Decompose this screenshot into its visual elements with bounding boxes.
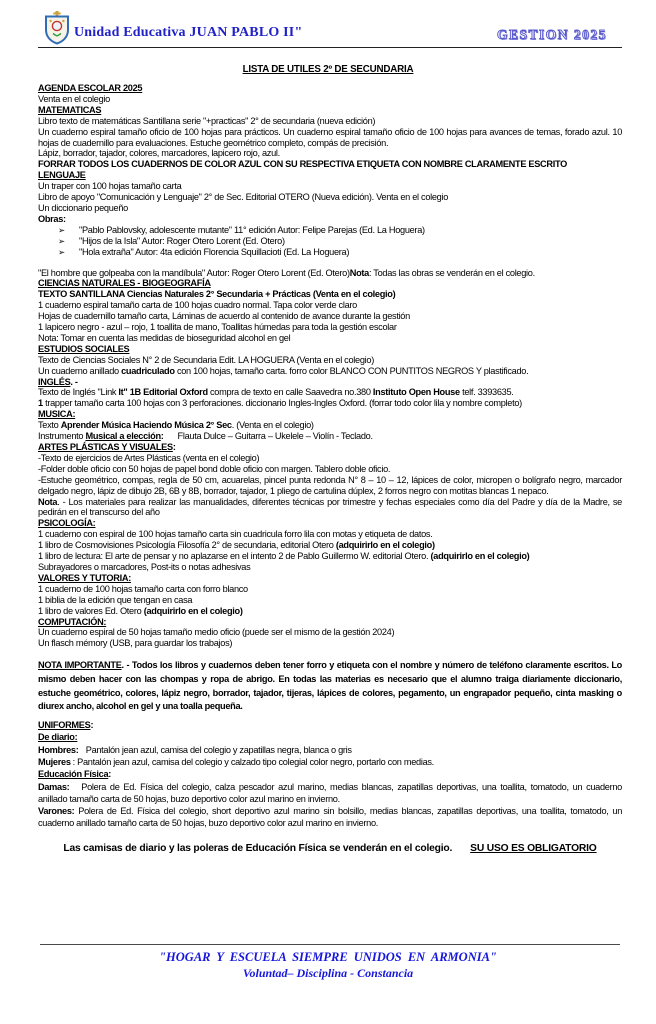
bullet-arrow-icon: ➢ xyxy=(58,224,65,235)
doc-line xyxy=(38,453,622,464)
doc-line xyxy=(38,638,622,649)
doc-line xyxy=(38,203,622,214)
text-segment: Un cuaderno anillado xyxy=(38,365,122,376)
heading-musica xyxy=(38,409,622,420)
doc-line xyxy=(38,192,622,203)
text-segment: "Hola extraña" Autor: 4ta edición Florencia Squillacioti (Ed. La Hoguera) xyxy=(79,246,350,257)
text-segment: UNIFORMES xyxy=(38,720,91,731)
text-segment: . - xyxy=(70,376,78,387)
text-segment: ARTES PLÁSTICAS Y VISUALES xyxy=(38,442,173,452)
text-segment: PSICOLOGÍA: xyxy=(38,518,96,529)
text-segment: telf. 3393635. xyxy=(459,387,514,398)
text-segment: . (Venta en el colegio) xyxy=(231,420,314,431)
text-segment: Nota xyxy=(349,267,369,278)
doc-line xyxy=(38,387,622,398)
text-segment: : xyxy=(160,431,164,442)
text-segment: : xyxy=(90,720,94,731)
text-segment: 1 cuaderno de 100 hojas tamaño carta con forro blanco xyxy=(38,583,248,594)
doc-line xyxy=(38,355,622,366)
text-segment: Obras: xyxy=(38,213,66,224)
heading-de-diario xyxy=(38,731,622,743)
text-segment: Instituto Open House xyxy=(372,387,460,398)
doc-line xyxy=(38,584,622,595)
text-segment: -Texto de ejercicios de Artes Plásticas (venta en el colegio) xyxy=(38,452,260,463)
doc-line xyxy=(38,300,622,311)
doc-line xyxy=(38,606,622,617)
obligatorio-note xyxy=(38,842,622,855)
doc-line xyxy=(38,148,622,159)
text-segment: LENGUAJE xyxy=(38,170,86,181)
text-segment: Damas: xyxy=(38,781,70,792)
text-segment: : xyxy=(108,769,112,780)
text-segment: 1 xyxy=(38,398,43,409)
doc-line xyxy=(38,322,622,333)
doc-line xyxy=(38,464,622,475)
text-segment: Polera de Ed. Física del colegio, calza pescador azul marino, medias blancas, zapatillas deportivas, una toallita, tomatodo, un cuaderno anillado tamaño carta de 50 hojas, buzo deportivo color azul marino en invierno. xyxy=(38,781,622,804)
text-segment: Las camisas de diario y las poleras de Educación Física se venderán en el colegio. xyxy=(63,842,453,854)
doc-line xyxy=(38,420,622,431)
text-segment: compra de texto en calle Saavedra no.380 xyxy=(207,387,373,398)
doc-line xyxy=(38,781,622,806)
text-segment: Lápiz, borrador, tajador, colores, marcadores, lapicero rojo, azul. xyxy=(38,148,280,159)
heading-agenda-escolar xyxy=(38,83,622,94)
footer-divider xyxy=(40,944,620,945)
text-segment: : Todas las obras se venderán en el colegio. xyxy=(368,267,535,278)
text-segment: Venta en el colegio xyxy=(38,93,110,104)
heading-uniformes xyxy=(38,719,622,731)
heading-valores-tutoria xyxy=(38,573,622,584)
text-segment: De diario: xyxy=(38,732,78,743)
bullet-arrow-icon: ➢ xyxy=(58,246,65,257)
doc-line xyxy=(38,805,622,830)
text-segment: "Hijos de la Isla" Autor: Roger Otero Lorent (Ed. Otero) xyxy=(79,235,285,246)
text-segment: FORRAR TODOS LOS CUADERNOS DE COLOR AZUL CON SU RESPECTIVA ETIQUETA CON NOMBRE CLARAMENTE ESCRITO xyxy=(38,159,567,170)
text-segment: Polera de Ed. Física del colegio, short deportivo azul marino sin bolsillo, medias blancas, zapatillas deportivas, una toallita, tomatodo, un cuaderno anillado tamaño carta de 50 hojas, buzo deportivo color azul marino en invierno. xyxy=(38,806,622,829)
doc-line xyxy=(38,562,622,573)
text-segment: -Estuche geométrico, compas, regla de 50 cm, acuarelas, pincel punta redonda N° 8 – 10 – 12, lápices de color, micropen o bolígrafo negro, marcador delgado negro, lápiz de dibujo 2B, 6B y 8B, borrador, tajador, 1 pliego de cartulina dúplex, 2 forros negro con motitas blancas 1 nepaco. xyxy=(38,474,622,496)
doc-line xyxy=(38,398,622,409)
text-segment: Un flasch mémory (USB, para guardar los trabajos) xyxy=(38,638,233,649)
text-segment: 1 libro de lectura: El arte de pensar y no aplazarse en el intento 2 de Pablo Guillermo W. editorial Otero. xyxy=(38,551,431,562)
doc-line xyxy=(38,268,622,279)
doc-line xyxy=(38,497,622,519)
text-segment: Libro texto de matemáticas Santillana serie "+practicas" 2° de secundaria (nueva edición) xyxy=(38,115,376,126)
document-title: LISTA DE UTILES 2º DE SECUNDARIA xyxy=(242,64,414,75)
text-segment: COMPUTACIÓN: xyxy=(38,616,107,627)
text-segment: Hojas de cuadernillo tamaño carta, Láminas de acuerdo al contenido de avance durante la gestión xyxy=(38,311,410,322)
text-segment: Un traper con 100 hojas tamaño carta xyxy=(38,181,182,192)
doc-line xyxy=(38,366,622,377)
doc-line xyxy=(38,475,622,497)
text-segment: Instrumento xyxy=(38,431,86,442)
text-segment: 1 libro de valores Ed. Otero xyxy=(38,605,144,616)
text-segment: NOTA IMPORTANTE xyxy=(38,660,122,671)
heading-educacion-fisica xyxy=(38,768,622,780)
doc-line xyxy=(38,756,622,768)
text-segment: MUSICA: xyxy=(38,409,76,420)
heading-computacion xyxy=(38,617,622,628)
text-segment: Mujeres xyxy=(38,756,71,767)
doc-line xyxy=(38,595,622,606)
doc-line xyxy=(38,159,622,170)
text-segment: Nota xyxy=(38,496,58,507)
heading-ingles xyxy=(38,377,622,388)
doc-line xyxy=(38,333,622,344)
gestion-label: GESTION 2025 xyxy=(497,27,607,42)
text-segment: VALORES Y TUTORIA: xyxy=(38,572,131,583)
text-segment: (adquirirlo en el colegio) xyxy=(430,551,530,562)
text-segment: (adquirirlo en el colegio) xyxy=(143,605,243,616)
text-segment: Un cuaderno espiral de 50 hojas tamaño medio oficio (puede ser el mismo de la gestión 2024) xyxy=(38,627,395,638)
school-crest-icon xyxy=(44,11,70,50)
text-segment: Aprender Música Haciendo Música 2° Sec xyxy=(60,420,232,431)
doc-line xyxy=(38,94,622,105)
text-segment: Un cuaderno espiral tamaño oficio de 100 hojas para prácticos. Un cuaderno espiral tamaño oficio de 100 hojas para avances de temas, forado azul. 10 hojas de cuadernillo para evaluaciones. Estuche geométrico completo, compás de precisión. xyxy=(38,126,622,148)
text-segment: -Folder doble oficio con 50 hojas de papel bond doble oficio con margen. Tablero doble oficio. xyxy=(38,463,391,474)
text-segment: 1 biblia de la edición que tengan en casa xyxy=(38,594,193,605)
doc-line xyxy=(38,116,622,127)
doc-line xyxy=(38,236,622,247)
heading-artes-plasticas xyxy=(38,442,622,453)
text-segment: AGENDA ESCOLAR 2025 xyxy=(38,83,143,93)
text-segment: CIENCIAS NATURALES - BIOGEOGRAFÍA xyxy=(38,278,211,289)
text-segment: MATEMATICAS xyxy=(38,104,102,115)
doc-line xyxy=(38,289,622,300)
text-segment: . - Todos los libros y cuadernos deben tener forro y etiqueta con el nombre y número de teléfono claramente escritos. Lo mismo deben hacer con las chompas y ropa de abrigo. En todas las materias es necesario que el alumno traiga diariamente diccionario, estuche geométrico, colores, lápiz negro, borrador, tajador, tijeras, lápices de colores, pegamento, un engrapador pequeño, cinta masking o diurex ancho, alcohol en gel y una toalla pequeña. xyxy=(38,660,622,712)
text-segment: Texto de Inglés "Link xyxy=(38,387,119,398)
heading-matematicas xyxy=(38,105,622,116)
doc-line xyxy=(38,744,622,756)
school-motto: "HOGAR Y ESCUELA SIEMPRE UNIDOS EN ARMONIA" xyxy=(159,950,497,964)
text-segment: It" 1B Editorial Oxford xyxy=(118,387,208,398)
text-segment: TEXTO SANTILLANA Ciencias Naturales 2° Secundaria + Prácticas (Venta en el colegio) xyxy=(38,289,396,300)
doc-line xyxy=(38,181,622,192)
text-segment: INGLÉS xyxy=(38,376,71,387)
doc-line xyxy=(38,627,622,638)
heading-lenguaje xyxy=(38,170,622,181)
doc-line xyxy=(38,431,622,442)
heading-psicologia xyxy=(38,518,622,529)
text-segment: Educación Física xyxy=(38,769,109,780)
text-segment: 1 cuaderno espiral tamaño carta de 100 hojas cuadro normal. Tapa color verde claro xyxy=(38,300,357,311)
doc-line xyxy=(38,311,622,322)
text-segment: 1 libro de Cosmovisiones Psicología Filosofía 2° de secundaria, editorial Otero xyxy=(38,540,336,551)
text-segment: Flauta Dulce – Guitarra – Ukelele – Violín - Teclado. xyxy=(177,431,373,442)
text-segment: Hombres: xyxy=(38,744,79,755)
text-segment: Subrayadores o marcadores, Post-its o notas adhesivas xyxy=(38,561,251,572)
text-segment: Musical a elección xyxy=(85,431,161,442)
header-divider xyxy=(38,47,622,48)
text-segment: con 100 hojas, tamaño carta. forro color BLANCO CON PUNTITOS NEGROS Y plastificado. xyxy=(174,365,529,376)
text-segment: trapper tamaño carta 100 hojas con 3 perforaciones. diccionario Ingles-Ingles Oxford. (forrar todo color lila y nombre completo) xyxy=(42,398,522,409)
nota-importante xyxy=(38,659,622,714)
text-segment: SU USO ES OBLIGATORIO xyxy=(470,842,597,854)
bullet-arrow-icon: ➢ xyxy=(58,235,65,246)
text-segment: Libro de apoyo "Comunicación y Lenguaje" 2° de Sec. Editorial OTERO (Nueva edición). Venta en el colegio xyxy=(38,192,449,203)
text-segment: (adquirirlo en el colegio) xyxy=(335,540,435,551)
text-segment: Pantalón jean azul, camisa del colegio y zapatillas negra, blanca o gris xyxy=(83,744,352,755)
doc-line xyxy=(38,214,622,225)
text-segment: Un diccionario pequeño xyxy=(38,202,128,213)
school-name: Unidad Educativa JUAN PABLO II" xyxy=(74,25,303,40)
doc-line xyxy=(38,551,622,562)
text-segment: cuadriculado xyxy=(121,365,175,376)
doc-line xyxy=(38,529,622,540)
text-segment: . - Los materiales para realizar las manualidades, diferentes técnicas por trimestre y fechas especiales como día del Padre y día de la Madre, se pedirán en el transcurso del año xyxy=(38,496,622,518)
text-segment: : Pantalón jean azul, camisa del colegio y calzado tipo colegial color negro, portarlo con medias. xyxy=(72,756,434,767)
school-values: Voluntad– Disciplina - Constancia xyxy=(242,966,414,980)
text-segment: 1 cuaderno con espiral de 100 hojas tamaño carta sin cuadricula forro lila con motas y etiqueta de datos. xyxy=(38,529,433,540)
text-segment: Varones: xyxy=(38,806,75,817)
text-segment: ESTUDIOS SOCIALES xyxy=(38,343,130,354)
heading-ciencias-naturales xyxy=(38,278,622,289)
text-segment: Texto xyxy=(38,420,61,431)
doc-line xyxy=(38,127,622,149)
doc-line xyxy=(38,247,622,258)
heading-estudios-sociales xyxy=(38,344,622,355)
text-segment: Nota: Tomar en cuenta las medidas de bioseguridad alcohol en gel xyxy=(38,332,291,343)
text-segment: "El hombre que golpeaba con la mandíbula" Autor: Roger Otero Lorent (Ed. Otero) xyxy=(38,267,350,278)
text-segment: "Pablo Pablovsky, adolescente mutante" 11° edición Autor: Felipe Parejas (Ed. La Hoguera) xyxy=(79,224,425,235)
text-segment: : xyxy=(172,442,176,452)
doc-line xyxy=(38,225,622,236)
text-segment: Texto de Ciencias Sociales N° 2 de Secundaria Edit. LA HOGUERA (Venta en el colegio) xyxy=(38,354,374,365)
document-body xyxy=(38,83,622,855)
doc-line xyxy=(38,540,622,551)
text-segment: 1 lapicero negro - azul – rojo, 1 toallita de mano, Toallitas húmedas para toda la gestión escolar xyxy=(38,322,397,333)
